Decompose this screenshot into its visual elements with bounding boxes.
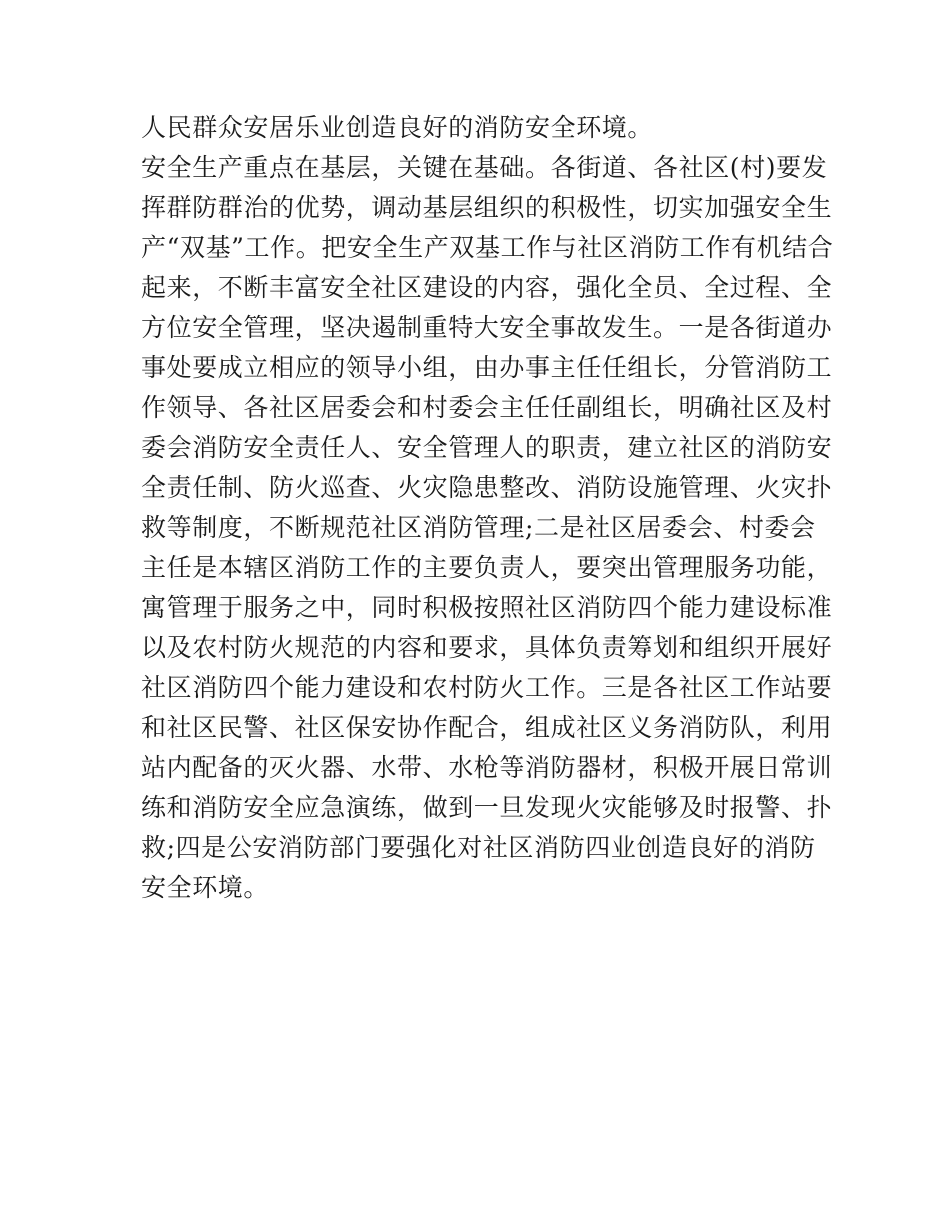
text-line: 起来，不断丰富安全社区建设的内容，强化全员、全过程、全 [141, 273, 833, 302]
text-line: 安全生产重点在基层，关键在基础。各街道、各社区(村)要发 [141, 153, 828, 182]
text-line: 事处要成立相应的领导小组，由办事主任任组长，分管消防工 [141, 353, 833, 382]
text-line: 以及农村防火规范的内容和要求，具体负责筹划和组织开展好 [141, 633, 833, 662]
text-line: 救等制度，不断规范社区消防管理;二是社区居委会、村委会 [141, 513, 816, 542]
text-line: 和社区民警、社区保安协作配合，组成社区义务消防队，利用 [141, 713, 833, 742]
text-line: 主任是本辖区消防工作的主要负责人，要突出管理服务功能， [141, 553, 833, 582]
text-line: 方位安全管理，坚决遏制重特大安全事故发生。一是各街道办 [141, 313, 833, 342]
text-line: 寓管理于服务之中，同时积极按照社区消防四个能力建设标准 [141, 593, 833, 622]
text-line: 站内配备的灭火器、水带、水枪等消防器材，积极开展日常训 [141, 753, 833, 782]
text-line: 挥群防群治的优势，调动基层组织的积极性，切实加强安全生 [141, 193, 833, 222]
text-line: 委会消防安全责任人、安全管理人的职责，建立社区的消防安 [141, 433, 833, 462]
text-line: 社区消防四个能力建设和农村防火工作。三是各社区工作站要 [141, 673, 833, 702]
text-line: 人民群众安居乐业创造良好的消防安全环境。 [141, 113, 654, 142]
text-line: 救;四是公安消防部门要强化对社区消防四业创造良好的消防 [141, 833, 816, 862]
text-line: 全责任制、防火巡查、火灾隐患整改、消防设施管理、火灾扑 [141, 473, 833, 502]
text-line: 产“双基”工作。把安全生产双基工作与社区消防工作有机结合 [141, 233, 834, 262]
text-line: 安全环境。 [141, 873, 270, 902]
text-line: 作领导、各社区居委会和村委会主任任副组长，明确社区及村 [141, 393, 833, 422]
body-text [141, 108, 834, 908]
text-line: 练和消防安全应急演练，做到一旦发现火灾能够及时报警、扑 [141, 793, 833, 822]
